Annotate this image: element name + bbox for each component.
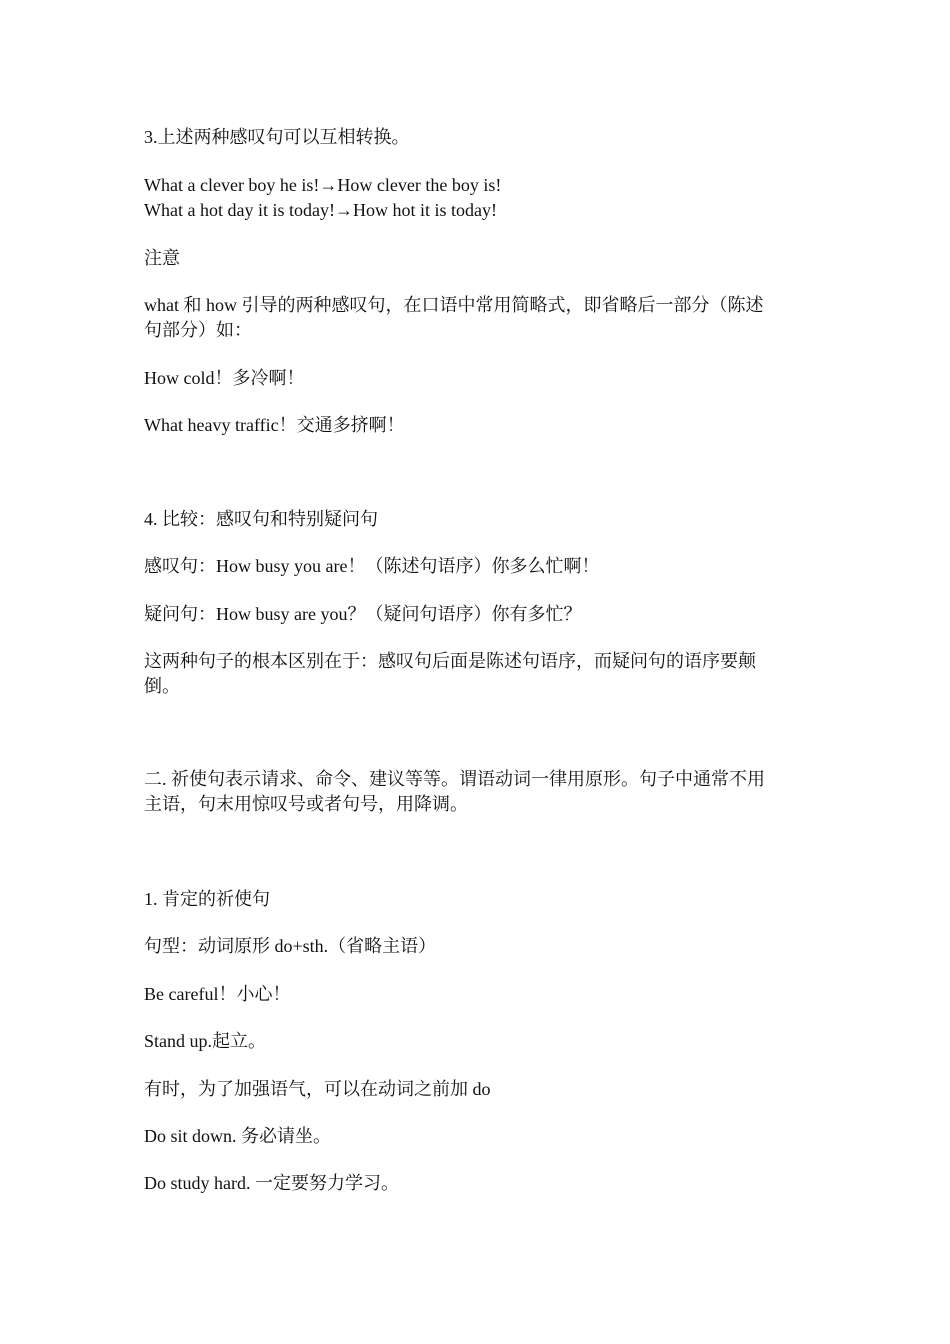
paragraph-line: 有时，为了加强语气，可以在动词之前加 do	[144, 1079, 491, 1099]
example-line: Do study hard. 一定要努力学习。	[144, 1173, 399, 1193]
section-heading-2: 二. 祈使句表示请求、命令、建议等等。谓语动词一律用原形。句子中通常不用	[144, 769, 765, 789]
pattern-line: 句型：动词原形 do+sth.（省略主语）	[144, 936, 437, 956]
paragraph-line: 主语，句末用惊叹号或者句号，用降调。	[144, 794, 468, 814]
section-heading-3: 3.上述两种感叹句可以互相转换。	[144, 127, 410, 147]
example-line: 疑问句：How busy are you？（疑问句语序）你有多忙？	[144, 604, 582, 624]
note-heading: 注意	[144, 248, 180, 268]
paragraph-line: 这两种句子的根本区别在于：感叹句后面是陈述句语序，而疑问句的语序要颠	[144, 651, 756, 671]
section-heading-4: 4. 比较：感叹句和特别疑问句	[144, 509, 378, 529]
subsection-heading-1: 1. 肯定的祈使句	[144, 889, 270, 909]
example-line: How cold！多冷啊！	[144, 368, 305, 388]
example-line: Be careful！小心！	[144, 984, 291, 1004]
example-line: What heavy traffic！交通多挤啊！	[144, 415, 405, 435]
example-line: 感叹句：How busy you are！（陈述句语序）你多么忙啊！	[144, 556, 600, 576]
example-line: Do sit down. 务必请坐。	[144, 1126, 332, 1146]
example-line: What a clever boy he is!→How clever the boy is!	[144, 175, 502, 195]
paragraph-line: what 和 how 引导的两种感叹句，在口语中常用简略式，即省略后一部分（陈述	[144, 295, 764, 315]
paragraph-line: 句部分）如：	[144, 320, 252, 340]
example-line: Stand up.起立。	[144, 1031, 267, 1051]
paragraph-line: 倒。	[144, 676, 180, 696]
example-line: What a hot day it is today!→How hot it is today!	[144, 200, 497, 220]
